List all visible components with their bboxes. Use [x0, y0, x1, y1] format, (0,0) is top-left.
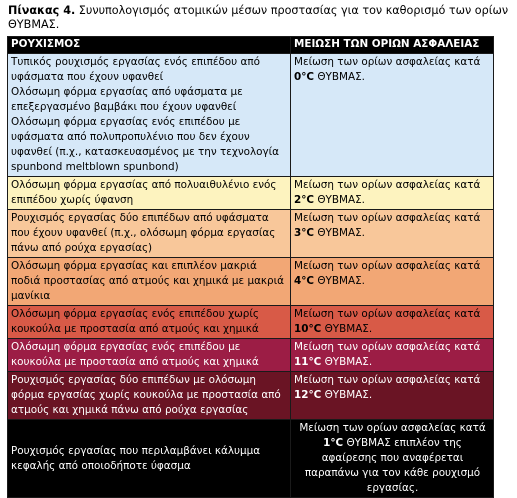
reduction-text: Μείωση των ορίων ασφαλείας κατά	[294, 260, 481, 272]
table-row	[8, 372, 494, 420]
clothing-text: Ολόσωμη φόρμα εργασίας και επιπλέον μακριά ποδιά προστασίας από ατμούς και χημικά με μακριά μανίκια	[11, 260, 284, 302]
reduction-value: 0°C	[294, 71, 315, 83]
table-row	[8, 258, 494, 306]
clothing-cell	[8, 54, 291, 177]
clothing-cell	[8, 210, 291, 258]
reduction-text: Μείωση των ορίων ασφαλείας κατά	[294, 56, 481, 68]
reduction-suffix: ΘΥΒΜΑΣ.	[321, 323, 373, 335]
table-row	[8, 177, 494, 210]
table-row	[8, 210, 494, 258]
reduction-value: 10°C	[294, 323, 322, 335]
reduction-suffix: ΘΥΒΜΑΣ.	[314, 71, 365, 83]
caption-label: Πίνακας 4.	[8, 4, 76, 17]
reduction-cell	[291, 210, 494, 258]
reduction-cell	[291, 258, 494, 306]
clothing-text: Ρουχισμός εργασίας που περιλαμβάνει κάλυμμα κεφαλής από οποιοδήποτε ύφασμα	[11, 444, 261, 472]
reduction-cell	[291, 306, 494, 339]
table-caption	[8, 4, 513, 31]
reduction-cell	[291, 177, 494, 210]
clothing-cell	[8, 372, 291, 420]
reduction-value: 2°C	[294, 194, 315, 206]
reduction-text: Μείωση των ορίων ασφαλείας κατά	[294, 308, 481, 320]
table-row	[8, 54, 494, 177]
reduction-suffix: ΘΥΒΜΑΣ.	[314, 194, 365, 206]
clothing-text: Ολόσωμη φόρμα εργασίας ενός επιπέδου με κουκούλα με προστασία από ατμούς και χημικά	[11, 341, 259, 368]
clothing-cell	[8, 177, 291, 210]
reduction-value: 4°C	[294, 275, 315, 287]
ppe-table	[7, 36, 494, 498]
reduction-value: 11°C	[294, 356, 322, 368]
reduction-suffix: ΘΥΒΜΑΣ επιπλέον της αφαίρεσης που αναφέρεται παραπάνω για τον κάθε ρουχισμό εργασίας.	[304, 437, 481, 494]
caption-text: Συνυπολογισμός ατομικών μέσων προστασίας για τον καθορισμό των ορίων ΘΥΒΜΑΣ.	[8, 4, 509, 31]
clothing-text: Ολόσωμη φόρμα εργασίας από πολυαιθυλένιο ενός επιπέδου χωρίς ύφανση	[11, 179, 277, 206]
clothing-cell	[8, 258, 291, 306]
table-row	[8, 420, 494, 498]
reduction-suffix: ΘΥΒΜΑΣ.	[314, 275, 365, 287]
reduction-text: Μείωση των ορίων ασφαλείας κατά	[299, 422, 486, 434]
clothing-text: Ρουχισμός εργασίας δύο επιπέδων από υφάσματα που έχουν υφανθεί (π.χ., ολόσωμη φόρμα εργασίας πάνω από ρούχα εργασίας)	[11, 212, 276, 254]
reduction-value: 3°C	[294, 227, 315, 239]
reduction-cell	[291, 54, 494, 177]
header-reduction: ΜΕΙΩΣΗ ΤΩΝ ΟΡΙΩΝ ΑΣΦΑΛΕΙΑΣ	[291, 37, 494, 54]
reduction-cell	[291, 372, 494, 420]
clothing-cell	[8, 420, 291, 498]
reduction-suffix: ΘΥΒΜΑΣ.	[321, 356, 373, 368]
clothing-text: Ρουχισμός εργασίας δύο επιπέδων με ολόσωμη φόρμα εργασίας χωρίς κουκούλα με προστασία από ατμούς και χημικά πάνω από ρούχα εργασίας	[11, 374, 281, 416]
reduction-cell	[291, 420, 494, 498]
table-row	[8, 306, 494, 339]
table-row	[8, 339, 494, 372]
reduction-text: Μείωση των ορίων ασφαλείας κατά	[294, 212, 481, 224]
clothing-cell	[8, 306, 291, 339]
clothing-text: Ολόσωμη φόρμα εργασίας από υφάσματα με επεξεργασμένο βαμβάκι που έχουν υφανθεί	[11, 86, 243, 113]
table-header-row	[8, 37, 494, 54]
reduction-value: 1°C	[323, 437, 344, 449]
reduction-suffix: ΘΥΒΜΑΣ.	[314, 227, 365, 239]
reduction-value: 12°C	[294, 389, 322, 401]
header-clothing: ΡΟΥΧΙΣΜΟΣ	[8, 37, 291, 54]
reduction-text: Μείωση των ορίων ασφαλείας κατά	[294, 341, 481, 353]
reduction-cell	[291, 339, 494, 372]
clothing-text: Ολόσωμη φόρμα εργασίας ενός επιπέδου χωρίς κουκούλα με προστασία από ατμούς και χημικά	[11, 308, 259, 335]
reduction-text: Μείωση των ορίων ασφαλείας κατά	[294, 374, 481, 386]
clothing-text: Ολόσωμη φόρμα εργασίας ενός επιπέδου με υφάσματα από πολυπροπυλένιο που δεν έχουν υφανθεί (π.χ., κατασκευασμένος με την τεχνολογία spunbond meltblown spunbond)	[11, 116, 280, 173]
clothing-text: Τυπικός ρουχισμός εργασίας ενός επιπέδου από υφάσματα που έχουν υφανθεί	[11, 56, 260, 83]
clothing-cell	[8, 339, 291, 372]
reduction-text: Μείωση των ορίων ασφαλείας κατά	[294, 179, 481, 191]
reduction-suffix: ΘΥΒΜΑΣ.	[321, 389, 373, 401]
